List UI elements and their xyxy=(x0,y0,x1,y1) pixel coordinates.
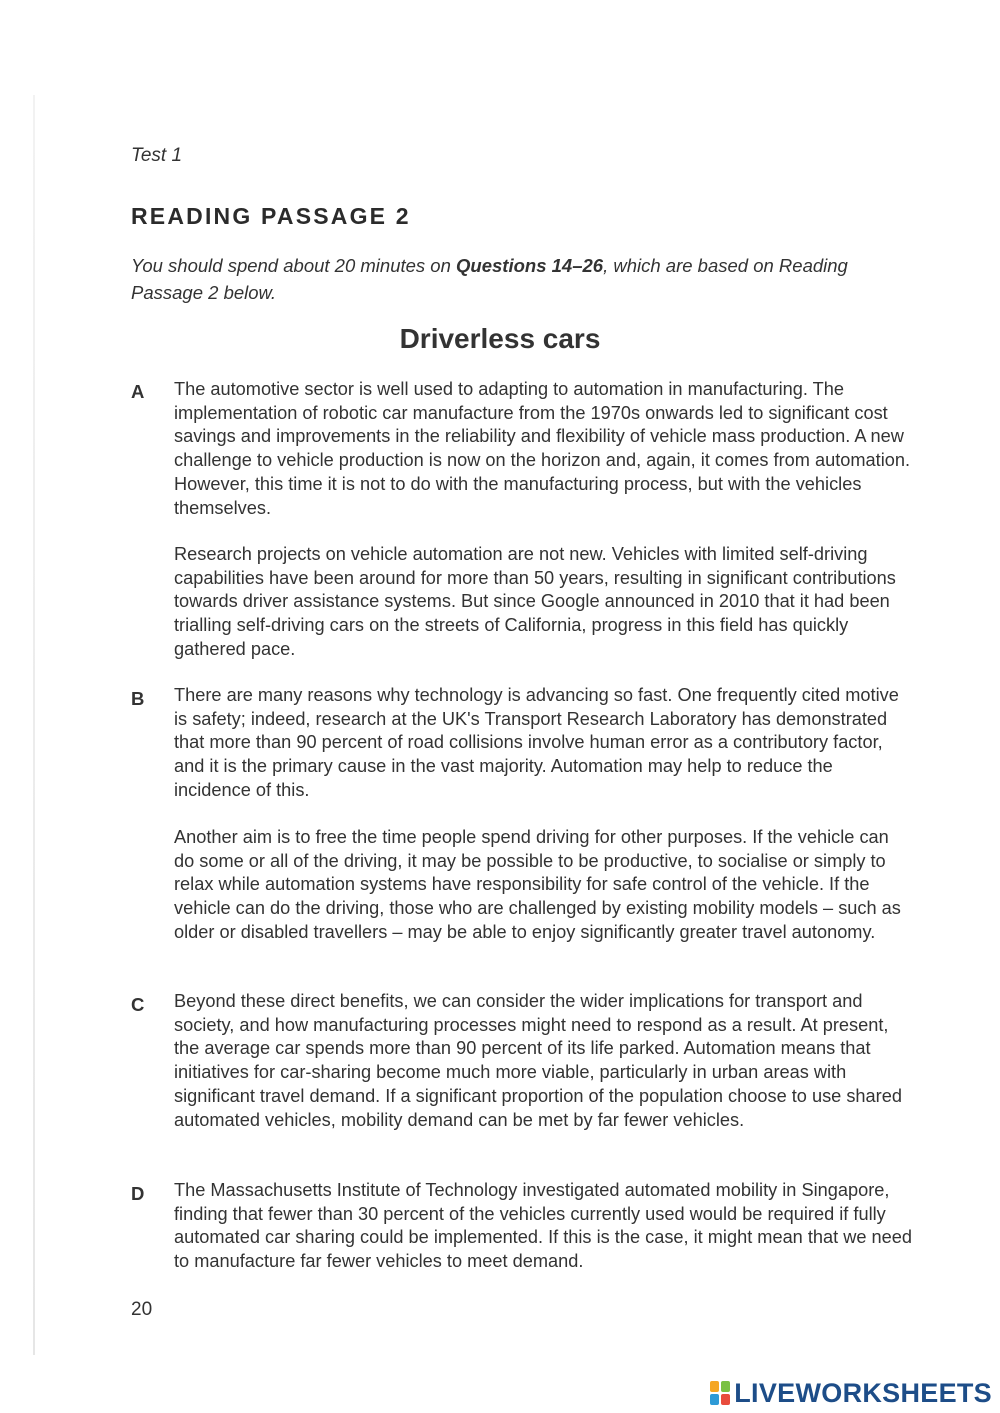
logo-cell-3 xyxy=(710,1394,719,1405)
liveworksheets-logo-icon xyxy=(710,1381,730,1405)
page-number: 20 xyxy=(131,1299,153,1320)
paragraph-c: Beyond these direct benefits, we can consider the wider implications for transport and society, and how manufacturing processes might need to respond as a result. At present, the average car spends more than 90 percent of its life parked. Automation means that initiatives for car-sharing become much more viable, particularly in urban areas with significant travel demand. If a significant proportion of the population choose to use shared automated vehicles, mobility demand can be met by far fewer vehicles. xyxy=(174,991,902,1130)
liveworksheets-brand[interactable] xyxy=(710,1376,992,1410)
paragraph-letter-c: C xyxy=(131,994,145,1015)
instructions-prefix: You should spend about 20 minutes on xyxy=(131,255,457,276)
paragraph-letter-a: A xyxy=(131,381,145,402)
paragraph-letter-b: B xyxy=(131,688,145,709)
paragraph-letter-d: D xyxy=(131,1183,145,1204)
instructions xyxy=(131,252,921,306)
instructions-questions: Questions 14–26 xyxy=(456,255,604,276)
page-edge-shadow xyxy=(33,95,35,1355)
logo-cell-2 xyxy=(721,1381,730,1392)
running-head: Test 1 xyxy=(131,145,183,166)
paragraph-b-2: Another aim is to free the time people spend driving for other purposes. If the vehicle can do some or all of the driving, it may be possible to be productive, to socialise or simply to relax while automation systems have responsibility for safe control of the vehicle. If the vehicle can do the driving, those who are challenged by existing mobility models – such as older or disabled travellers – may be able to enjoy significantly greater travel autonomy. xyxy=(174,827,901,942)
logo-cell-4 xyxy=(721,1394,730,1405)
section-title: READING PASSAGE 2 xyxy=(131,203,411,229)
passage-title: Driverless cars xyxy=(399,323,601,354)
instructions-suffix: , which are based on Reading Passage 2 below. xyxy=(131,255,848,303)
paragraph-b-1: There are many reasons why technology is advancing so fast. One frequently cited motive is safety; indeed, research at the UK's Transport Research Laboratory has demonstrated that more than 90 percent of road collisions involve human error as a contributory factor, and it is the primary cause in the vast majority. Automation may help to reduce the incidence of this. xyxy=(174,685,899,800)
logo-cell-1 xyxy=(710,1381,719,1392)
paragraph-d: The Massachusetts Institute of Technology investigated automated mobility in Singapore, finding that fewer than 30 percent of the vehicles currently used would be required if fully automated car sharing could be implemented. If this is the case, it might mean that we need to manufacture far fewer vehicles to meet demand. xyxy=(174,1180,913,1272)
brand-text: LIVEWORKSHEETS xyxy=(734,1377,992,1408)
paragraph-a-2: Research projects on vehicle automation are not new. Vehicles with limited self-driving capabilities have been around for more than 50 years, resulting in significant contributions towards driver assistance systems. But since Google announced in 2010 that it had been trialling self-driving cars on the streets of California, progress in this field has quickly gathered pace. xyxy=(174,544,896,659)
paragraph-a-1: The automotive sector is well used to adapting to automation in manufacturing. The implementation of robotic car manufacture from the 1970s onwards led to significant cost savings and improvements in the reliability and flexibility of vehicle mass production. A new challenge to vehicle production is now on the horizon and, again, it comes from automation. However, this time it is not to do with the manufacturing process, but with the vehicles themselves. xyxy=(174,379,911,518)
